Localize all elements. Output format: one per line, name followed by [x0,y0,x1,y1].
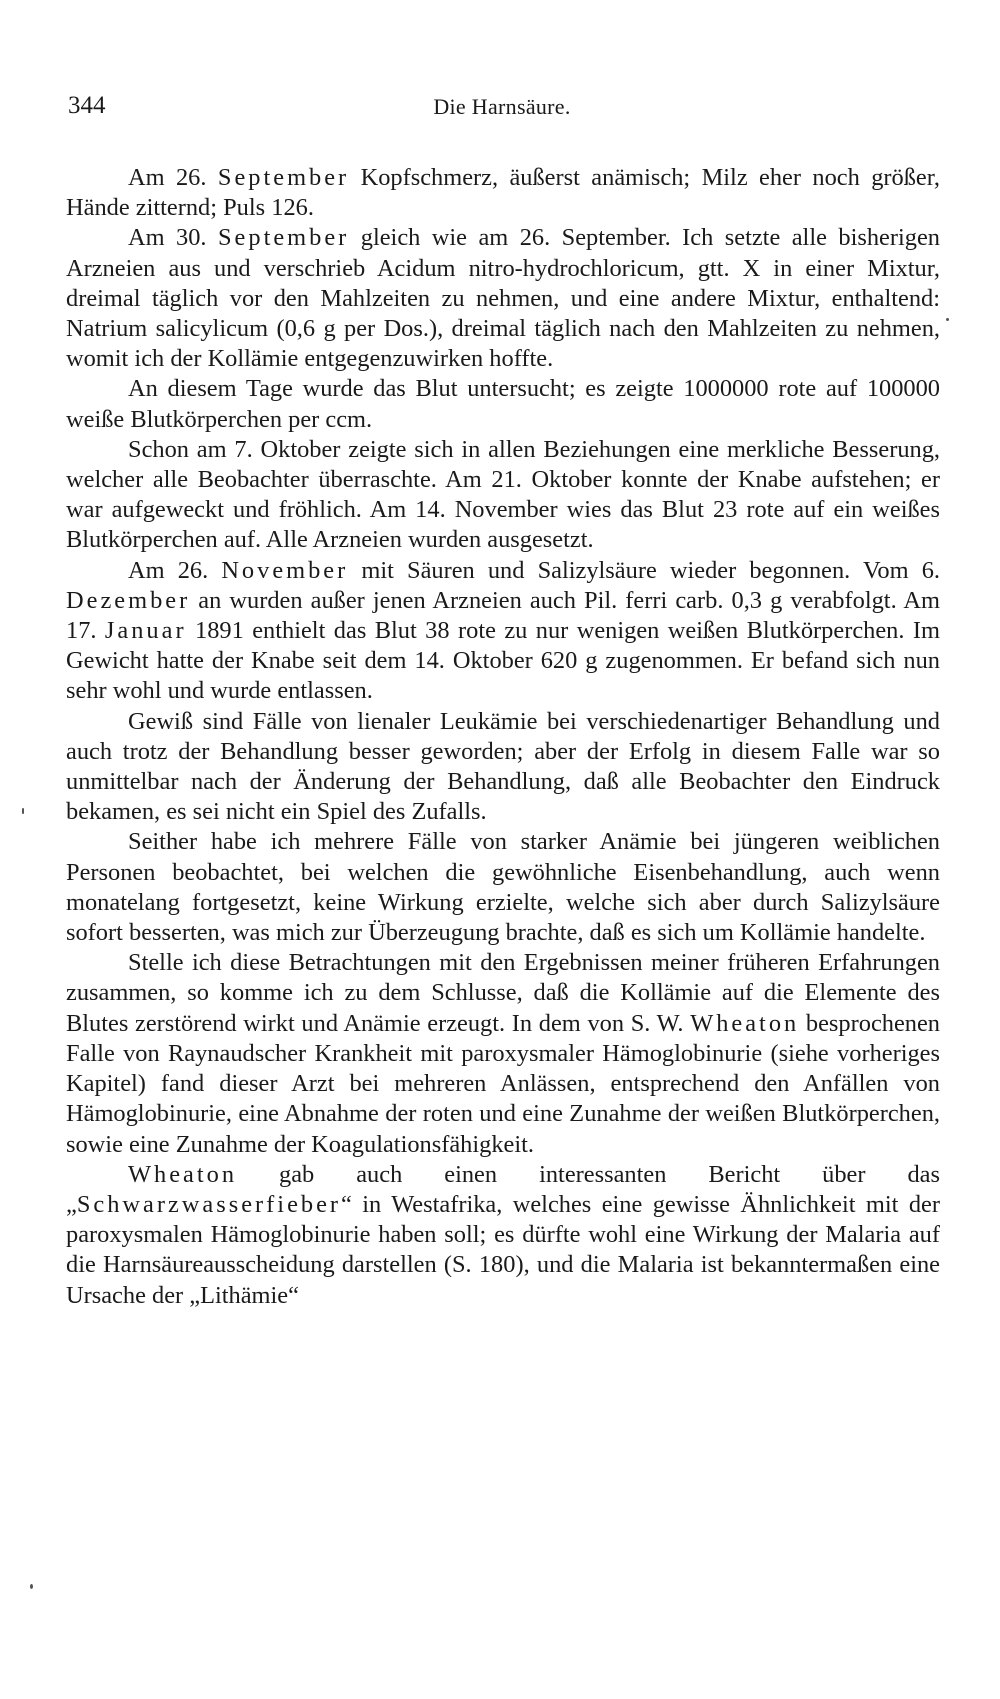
paragraph: Wheaton gab auch einen interessanten Bericht über das „Schwarzwasserfieber“ in Westafrika, welches eine gewisse Ähnlichkeit mit der paroxysmalen Hämoglobinurie haben soll; es dürfte wohl eine Wirkung der Malaria auf die Harnsäureausscheidung darstellen (S. 180), und die Malaria ist bekanntermaßen eine Ursache der „Lithämie“ [66,1160,940,1309]
emphasized-text: November [221,556,349,584]
page-header [68,92,936,132]
emphasized-text: Wheaton [690,1009,800,1037]
scan-speck [22,808,24,814]
emphasized-text: September [217,224,350,252]
paragraph: Gewiß sind Fälle von lienaler Leukämie bei verschiedenartiger Behandlung und auch trotz der Behandlung besser geworden; aber der Erfolg in diesem Falle war so unmittelbar nach der Änderung der Behandlung, daß alle Beobachter den Eindruck bekamen, es sei nicht ein Spiel des Zufalls. [66,707,940,826]
paragraph: Am 26. November mit Säuren und Salizylsäure wieder begonnen. Vom 6. Dezember an wurden außer jenen Arzneien auch Pil. ferri carb. 0,3 g verabfolgt. Am 17. Januar 1891 enthielt das Blut 38 rote zu nur wenigen weißen Blutkörperchen. Im Gewicht hatte der Knabe seit dem 14. Oktober 620 g zugenommen. Er befand sich nun sehr wohl und wurde entlassen. [66,556,940,705]
running-title: Die Harnsäure. [433,94,571,119]
paragraph: Seither habe ich mehrere Fälle von starker Anämie bei jüngeren weiblichen Personen beobachtet, bei welchen die gewöhnliche Eisenbehandlung, auch wenn monatelang fortgesetzt, keine Wirkung erzielte, welche sich aber durch Salizylsäure sofort besserten, was mich zur Überzeugung brachte, daß es sich um Kollämie handelte. [66,828,940,947]
emphasized-text: Dezember [66,586,191,614]
paragraph: Stelle ich diese Betrachtungen mit den Ergebnissen meiner früheren Erfahrungen zusammen, so komme ich zu dem Schlusse, daß die Kollämie auf die Elemente des Blutes zerstörend wirkt und Anämie erzeugt. In dem von S. W. Wheaton besprochenen Falle von Raynaudscher Krankheit mit paroxysmaler Hämoglobinurie (siehe vorheriges Kapitel) fand dieser Arzt bei mehreren Anlässen, entsprechend den Anfällen von Hämoglobinurie, eine Abnahme der roten und eine Zunahme der weißen Blutkörperchen, sowie eine Zunahme der Koagulationsfähigkeit. [66,949,941,1158]
emphasized-text: Wheaton [128,1160,238,1188]
body-text [66,163,940,1311]
paragraph: Am 30. September gleich wie am 26. September. Ich setzte alle bisherigen Arzneien aus und verschrieb Acidum nitro-hydrochloricum, gtt. X in einer Mixtur, dreimal täglich vor den Mahlzeiten zu nehmen, und eine andere Mixtur, enthaltend: Natrium salicylicum (0,6 g per Dos.), dreimal täglich nach den Mahlzeiten zu nehmen, womit ich der Kollämie entgegenzuwirken hoffte. [66,224,940,373]
emphasized-text: Januar [104,617,187,645]
emphasized-text: September [217,164,350,191]
paragraph: An diesem Tage wurde das Blut untersucht; es zeigte 1000000 rote auf 100000 weiße Blutkörperchen per ccm. [66,375,940,433]
paragraph: Am 26. September Kopfschmerz, äußerst anämisch; Milz eher noch größer, Hände zitternd; Puls 126. [66,164,940,222]
paragraph: Schon am 7. Oktober zeigte sich in allen Beziehungen eine merkliche Besserung, welcher alle Beobachter überraschte. Am 21. Oktober konnte der Knabe aufstehen; er war aufgeweckt und fröhlich. Am 14. November wies das Blut 23 rote auf ein weißes Blutkörperchen auf. Alle Arzneien wurden ausgesetzt. [66,435,940,554]
scan-speck [30,1584,33,1589]
page-number: 344 [68,92,106,119]
scan-speck [946,318,949,321]
emphasized-text: Schwarzwasserfieber [76,1190,342,1218]
